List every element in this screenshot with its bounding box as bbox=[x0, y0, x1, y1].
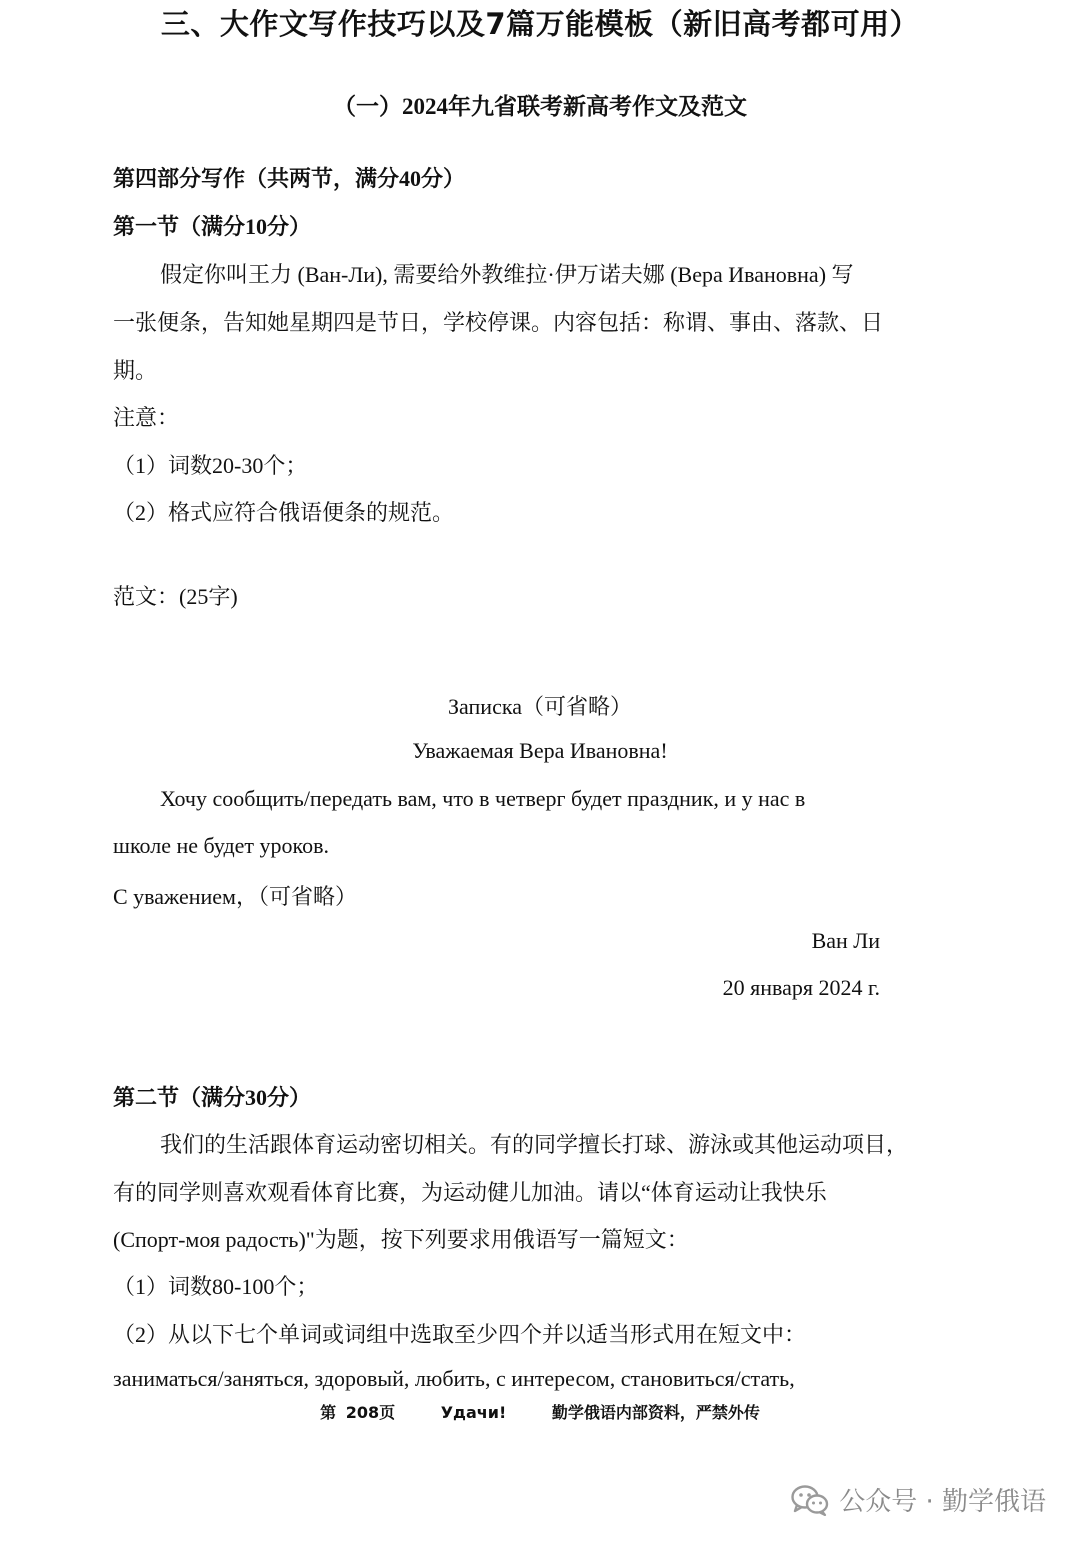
watermark-text: 公众号 · 勤学俄语 bbox=[839, 1487, 1046, 1517]
section1-task-line: 一张便条，告知她星期四是节日，学校停课。内容包括：称谓、事由、落款、日 bbox=[113, 310, 884, 335]
page-footer bbox=[0, 1400, 1080, 1423]
page-title: 三、大作文写作技巧以及7篇万能模板（新旧高考都可用） bbox=[160, 7, 920, 41]
requirement-item: （1）词数80-100个； bbox=[113, 1274, 319, 1299]
footer-notice: 勤学俄语内部资料，严禁外传 bbox=[551, 1403, 760, 1422]
wechat-icon bbox=[791, 1484, 829, 1516]
sample-label: 范文：(25字) bbox=[113, 584, 238, 609]
requirement-item: （2）从以下七个单词或词组中选取至少四个并以适当形式用在短文中： bbox=[113, 1322, 807, 1347]
page-subtitle: （一）2024年九省联考新高考作文及范文 bbox=[333, 94, 747, 119]
section2-heading: 第二节（满分30分） bbox=[113, 1085, 312, 1110]
word-list: заниматься/заняться, здоровый, любить, с интересом, становиться/стать, bbox=[113, 1366, 795, 1391]
section1-task-line: 期。 bbox=[113, 358, 158, 383]
footer-wish: Удачи! bbox=[440, 1403, 507, 1422]
section1-task-line: 假定你叫王力 (Ван-Ли), 需要给外教维拉·伊万诺夫娜 (Вера Ивановна) 写 bbox=[160, 262, 854, 287]
sample-body-line: Хочу сообщить/передать вам, что в четверг будет праздник, и у нас в bbox=[160, 786, 806, 811]
section2-task-line: 有的同学则喜欢观看体育比赛，为运动健儿加油。请以“体育运动让我快乐 bbox=[113, 1180, 827, 1205]
note-item: （1）词数20-30个； bbox=[113, 453, 308, 478]
footer-page-number: 第 208页 bbox=[320, 1403, 396, 1422]
watermark bbox=[791, 1481, 1046, 1518]
sample-signature: Ван Ли bbox=[811, 928, 880, 953]
sample-note-title: Записка（可省略） bbox=[448, 694, 632, 719]
section2-task-line: (Спорт-моя радость)"为题，按下列要求用俄语写一篇短文： bbox=[113, 1227, 689, 1252]
notes-label: 注意： bbox=[113, 405, 180, 430]
sample-date: 20 января 2024 г. bbox=[722, 975, 880, 1000]
section1-heading: 第一节（满分10分） bbox=[113, 214, 312, 239]
note-item: （2）格式应符合俄语便条的规范。 bbox=[113, 500, 455, 525]
sample-body-line: школе не будет уроков. bbox=[113, 833, 330, 858]
sample-greeting: Уважаемая Вера Ивановна! bbox=[412, 738, 668, 763]
sample-closing: С уважением，（可省略） bbox=[113, 884, 357, 909]
section2-task-line: 我们的生活跟体育运动密切相关。有的同学擅长打球、游泳或其他运动项目， bbox=[160, 1132, 909, 1157]
part-heading: 第四部分写作（共两节，满分40分） bbox=[113, 166, 466, 191]
